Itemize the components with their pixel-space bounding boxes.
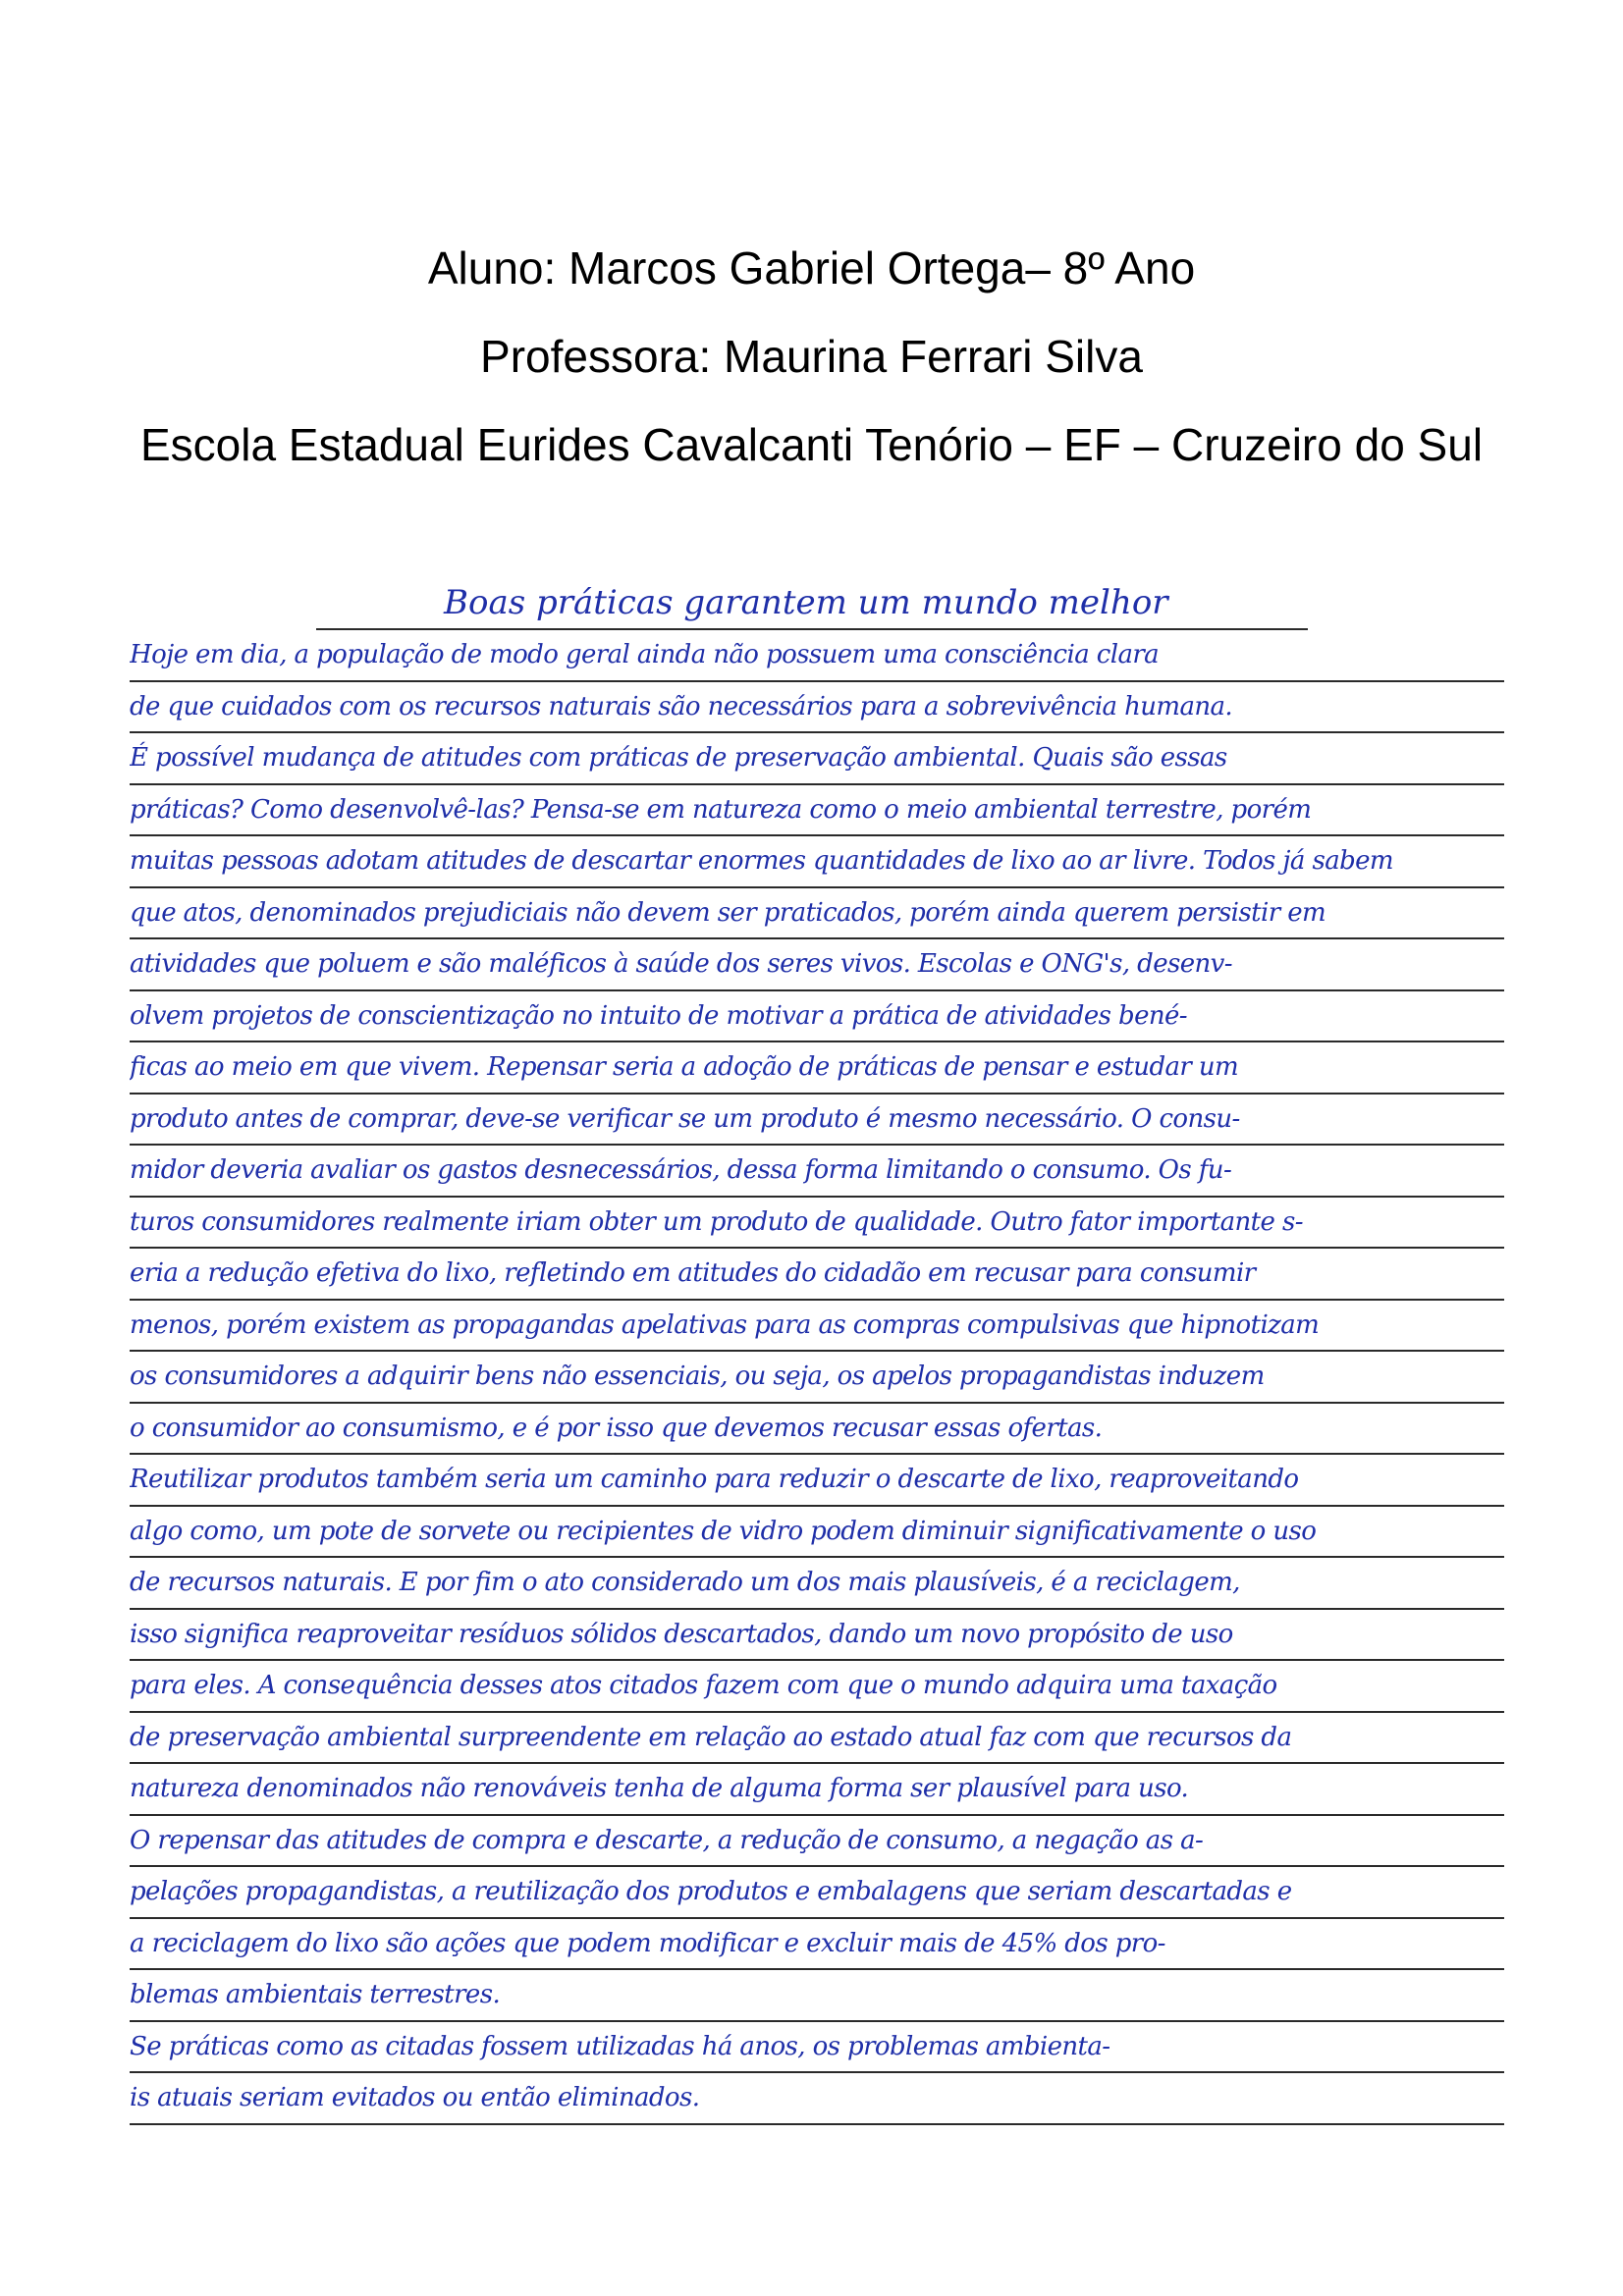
essay-line: olvem projetos de conscientização no intuito de motivar a prática de atividades bené- <box>130 991 1504 1043</box>
essay-line: a reciclagem do lixo são ações que podem modificar e excluir mais de 45% dos pro- <box>130 1919 1504 1971</box>
essay-line: eria a redução efetiva do lixo, refletindo em atitudes do cidadão em recusar para consumir <box>130 1249 1504 1301</box>
essay-line: para eles. A consequência desses atos citados fazem com que o mundo adquira uma taxação <box>130 1661 1504 1713</box>
essay-line: turos consumidores realmente iriam obter um produto de qualidade. Outro fator importante s- <box>130 1198 1504 1250</box>
teacher-line: Professora: Maurina Ferrari Silva <box>480 331 1143 382</box>
essay-line: O repensar das atitudes de compra e descarte, a redução de consumo, a negação as a- <box>130 1816 1504 1868</box>
essay-line: de recursos naturais. E por fim o ato considerado um dos mais plausíveis, é a reciclagem, <box>130 1558 1504 1610</box>
essay-title: Boas práticas garantem um mundo melhor <box>316 579 1308 630</box>
school-line: Escola Estadual Eurides Cavalcanti Tenório – EF – Cruzeiro do Sul <box>139 419 1484 470</box>
essay-line: de que cuidados com os recursos naturais são necessários para a sobrevivência humana. <box>130 682 1504 734</box>
essay-line: de preservação ambiental surpreendente em relação ao estado atual faz com que recursos da <box>130 1713 1504 1765</box>
essay-line: Hoje em dia, a população de modo geral ainda não possuem uma consciência clara <box>130 630 1504 682</box>
handwritten-essay <box>130 579 1504 2110</box>
essay-line: blemas ambientais terrestres. <box>130 1970 1504 2022</box>
essay-line: atividades que poluem e são maléficos à saúde dos seres vivos. Escolas e ONG's, desenv- <box>130 939 1504 991</box>
essay-line: natureza denominados não renováveis tenha de alguma forma ser plausível para uso. <box>130 1764 1504 1816</box>
essay-line: produto antes de comprar, deve-se verificar se um produto é mesmo necessário. O consu- <box>130 1095 1504 1147</box>
document-header <box>0 224 1623 489</box>
essay-line: os consumidores a adquirir bens não essenciais, ou seja, os apelos propagandistas induzem <box>130 1352 1504 1404</box>
essay-line: práticas? Como desenvolvê-las? Pensa-se em natureza como o meio ambiental terrestre, porém <box>130 785 1504 837</box>
essay-body <box>130 630 1504 2125</box>
essay-line: menos, porém existem as propagandas apelativas para as compras compulsivas que hipnotizam <box>130 1301 1504 1353</box>
essay-line: que atos, denominados prejudiciais não devem ser praticados, porém ainda querem persistir em <box>130 888 1504 940</box>
essay-line: muitas pessoas adotam atitudes de descartar enormes quantidades de lixo ao ar livre. Todos já sabem <box>130 836 1504 888</box>
essay-line: É possível mudança de atitudes com práticas de preservação ambiental. Quais são essas <box>130 733 1504 785</box>
essay-line: pelações propagandistas, a reutilização dos produtos e embalagens que seriam descartadas e <box>130 1867 1504 1919</box>
essay-line: Se práticas como as citadas fossem utilizadas há anos, os problemas ambienta- <box>130 2022 1504 2074</box>
essay-line: isso significa reaproveitar resíduos sólidos descartados, dando um novo propósito de uso <box>130 1610 1504 1662</box>
essay-line: o consumidor ao consumismo, e é por isso que devemos recusar essas ofertas. <box>130 1404 1504 1456</box>
essay-line: Reutilizar produtos também seria um caminho para reduzir o descarte de lixo, reaproveitando <box>130 1455 1504 1507</box>
essay-line: midor deveria avaliar os gastos desnecessários, dessa forma limitando o consumo. Os fu- <box>130 1146 1504 1198</box>
essay-line: is atuais seriam evitados ou então eliminados. <box>130 2073 1504 2125</box>
student-line: Aluno: Marcos Gabriel Ortega– 8º Ano <box>427 242 1196 294</box>
essay-line: ficas ao meio em que vivem. Repensar seria a adoção de práticas de pensar e estudar um <box>130 1042 1504 1095</box>
essay-line: algo como, um pote de sorvete ou recipientes de vidro podem diminuir significativamente o uso <box>130 1507 1504 1559</box>
